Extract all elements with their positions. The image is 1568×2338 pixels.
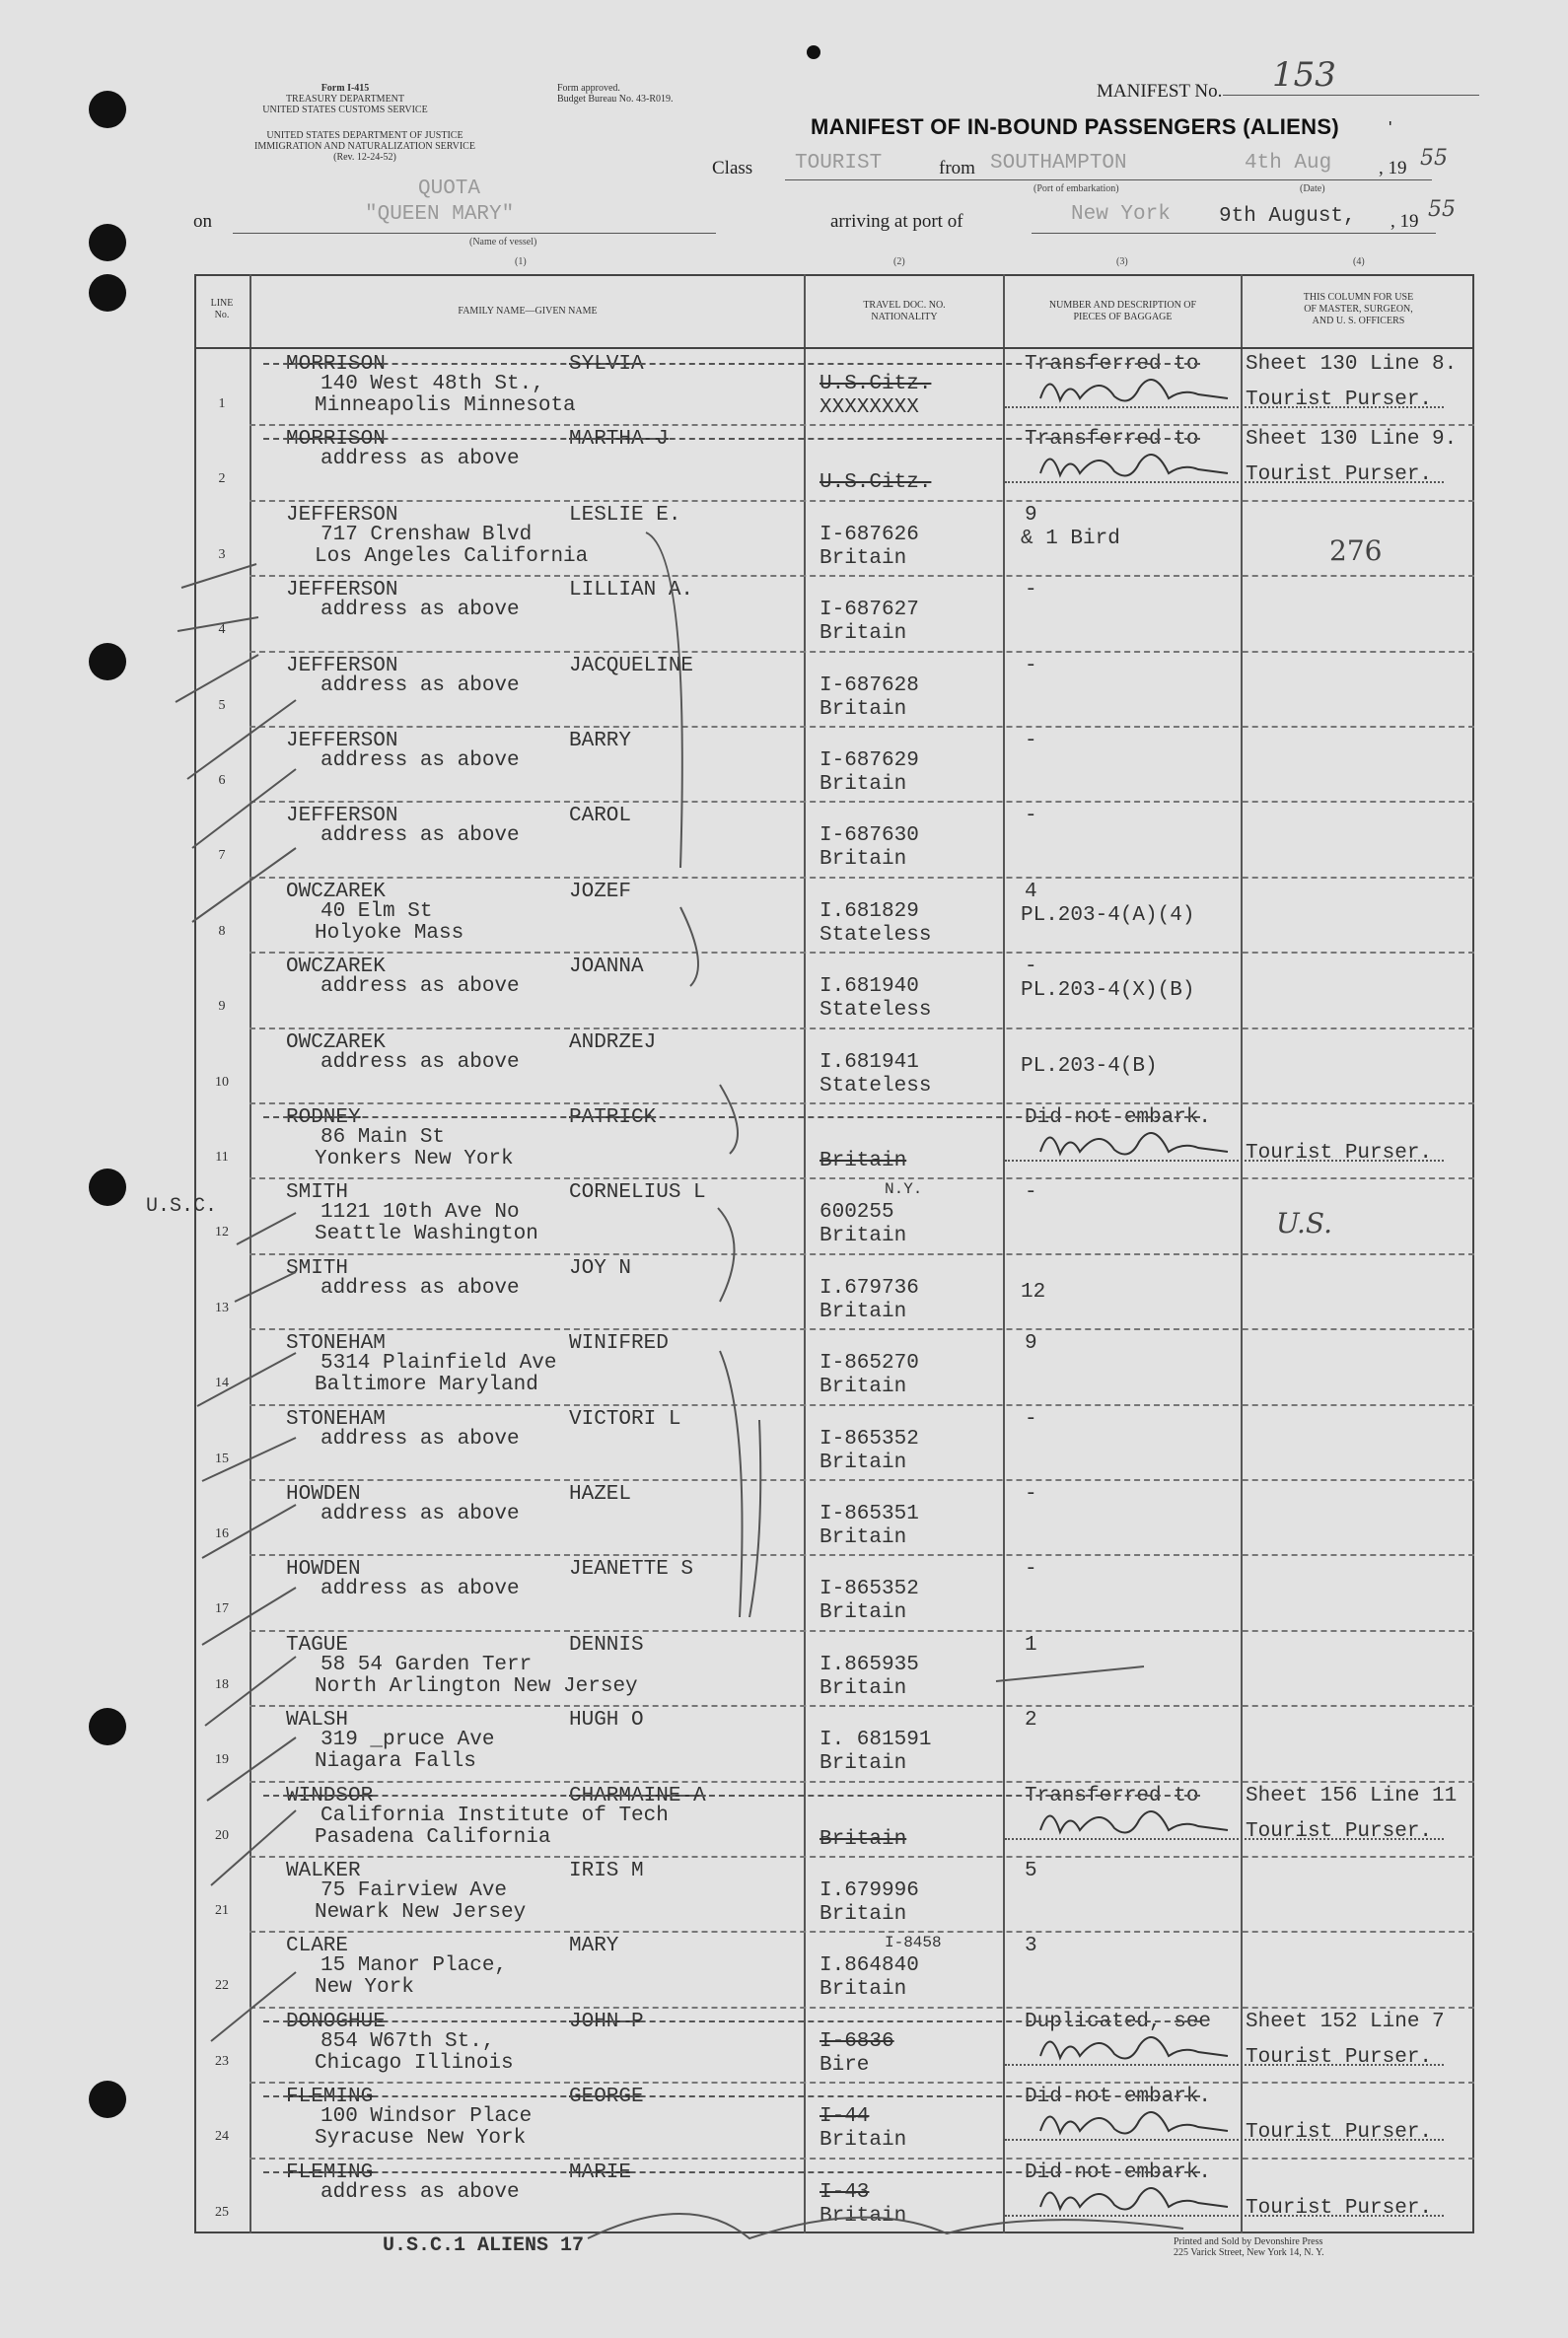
family-name: HOWDEN xyxy=(286,1558,361,1582)
vessel-caption: (Name of vessel) xyxy=(469,237,537,248)
address-line-1: 58 54 Garden Terr xyxy=(321,1653,533,1676)
given-name: BARRY xyxy=(569,730,632,752)
department-2: UNITED STATES DEPARTMENT OF JUSTICE xyxy=(266,130,463,141)
address-line-1: address as above xyxy=(321,824,520,848)
bracket-mark xyxy=(718,1208,735,1302)
travel-doc-number: I-687628 xyxy=(820,673,919,697)
baggage: Transferred to xyxy=(1025,1784,1199,1807)
manifest-number: 153 xyxy=(1272,55,1336,95)
given-name: IRIS M xyxy=(569,1860,644,1882)
line-number: 16 xyxy=(215,1526,229,1541)
check-mark xyxy=(207,1737,296,1801)
baggage: Transferred to xyxy=(1025,353,1199,376)
address-line-1: address as above xyxy=(321,1050,520,1074)
port-embark-caption: (Port of embarkation) xyxy=(1033,183,1119,194)
given-name: JOHN P xyxy=(569,2010,644,2033)
col-head-line-no: LINE No. xyxy=(210,298,234,320)
address-line-1: address as above xyxy=(321,599,520,622)
officer-note-2: Tourist Purser. xyxy=(1246,1819,1433,1843)
address-line-1: California Institute of Tech xyxy=(321,1804,669,1827)
baggage: 5 xyxy=(1025,1860,1037,1882)
given-name: CAROL xyxy=(569,805,632,828)
check-mark xyxy=(192,848,296,922)
travel-doc-number: I.681940 xyxy=(820,975,919,999)
travel-doc-number: 600255 xyxy=(820,1201,894,1225)
address-line-1: 40 Elm St xyxy=(321,899,433,923)
check-mark xyxy=(202,1505,296,1558)
check-mark xyxy=(237,1213,296,1244)
nationality: Britain xyxy=(820,1676,907,1700)
travel-doc-number: I-865270 xyxy=(820,1352,919,1376)
depart-date: 4th Aug xyxy=(1245,152,1332,175)
baggage: - xyxy=(1025,579,1037,602)
family-name: OWCZAREK xyxy=(286,956,386,979)
address-line-2: New York xyxy=(315,1976,414,2000)
nationality: Stateless xyxy=(820,923,932,947)
bracket-mark xyxy=(720,1351,743,1617)
travel-doc-number: I-687626 xyxy=(820,523,919,546)
family-name: JEFFERSON xyxy=(286,805,398,828)
line-number: 3 xyxy=(218,546,226,562)
given-name: JACQUELINE xyxy=(569,654,694,677)
family-name: RODNEY xyxy=(286,1106,361,1129)
check-mark xyxy=(192,769,296,848)
baggage: 1 xyxy=(1025,1633,1037,1657)
nationality: Britain xyxy=(820,1601,907,1625)
address-line-1: address as above xyxy=(321,2180,520,2204)
baggage-detail: PL.203-4(A)(4) xyxy=(1021,903,1195,927)
nationality: Britain xyxy=(820,773,907,796)
address-line-1: 140 West 48th St., xyxy=(321,373,544,395)
given-name: GEORGE xyxy=(569,2086,644,2109)
given-name: LILLIAN A. xyxy=(569,579,694,602)
ownership-mark xyxy=(720,1085,738,1154)
nationality: Britain xyxy=(820,1376,907,1399)
baggage: - xyxy=(1025,1407,1037,1431)
approved-text: Form approved. xyxy=(557,83,620,94)
travel-doc-number: I-865352 xyxy=(820,1578,919,1601)
nationality: Britain xyxy=(820,848,907,872)
bracket-mark xyxy=(646,532,682,868)
check-mark xyxy=(211,1810,296,1885)
address-line-2: Chicago Illinois xyxy=(315,2051,514,2075)
from-label: from xyxy=(939,158,975,178)
line-number: 10 xyxy=(215,1074,229,1090)
address-line-1: 717 Crenshaw Blvd xyxy=(321,523,533,546)
given-name: CORNELIUS L xyxy=(569,1181,706,1205)
col-head-baggage: NUMBER AND DESCRIPTION OF PIECES OF BAGGAGE xyxy=(1048,300,1197,322)
given-name: HAZEL xyxy=(569,1483,632,1506)
department-2-sub: IMMIGRATION AND NATURALIZATION SERVICE xyxy=(254,141,475,152)
nationality: Britain xyxy=(820,2204,907,2228)
given-name: JOANNA xyxy=(569,956,644,979)
line-number: 15 xyxy=(215,1451,229,1466)
line-number: 17 xyxy=(215,1601,229,1617)
baggage-detail: & 1 Bird xyxy=(1021,527,1120,550)
nationality: XXXXXXXX xyxy=(820,396,919,419)
baggage: - xyxy=(1025,956,1037,979)
officer-note-2: Tourist Purser. xyxy=(1246,389,1433,411)
address-line-2: Los Angeles California xyxy=(315,544,589,568)
family-name: JEFFERSON xyxy=(286,579,398,602)
address-line-1: 854 W67th St., xyxy=(321,2029,495,2053)
family-name: STONEHAM xyxy=(286,1332,386,1356)
nationality: Britain xyxy=(820,1150,907,1172)
line-number: 5 xyxy=(218,697,226,713)
baggage: - xyxy=(1025,1558,1037,1582)
given-name: PATRICK xyxy=(569,1106,657,1129)
printer-credit: Printed and Sold by Devonshire Press 225 Varick Street, New York 14, N. Y. xyxy=(1174,2236,1324,2258)
given-name: SYLVIA xyxy=(569,353,644,376)
address-line-1: address as above xyxy=(321,673,520,697)
arrival-date: 9th August, xyxy=(1219,205,1356,228)
arriving-label: arriving at port of xyxy=(830,211,963,232)
baggage: - xyxy=(1025,654,1037,677)
on-label: on xyxy=(193,211,212,232)
address-line-1: 75 Fairview Ave xyxy=(321,1879,508,1902)
travel-doc-number: I-687627 xyxy=(820,599,919,622)
footer-summary: U.S.C.1 ALIENS 17 xyxy=(383,2234,585,2257)
officer-mark-us: U.S. xyxy=(1276,1207,1333,1240)
line-number: 1 xyxy=(218,396,226,411)
baggage: Did not embark. xyxy=(1025,2086,1212,2109)
col-head-travel-doc: TRAVEL DOC. NO. NATIONALITY xyxy=(863,300,946,322)
nationality: Britain xyxy=(820,1978,907,2002)
line-number: 2 xyxy=(218,471,226,487)
baggage: - xyxy=(1025,730,1037,752)
address-line-2: Baltimore Maryland xyxy=(315,1374,538,1397)
address-line-1: address as above xyxy=(321,448,520,471)
address-line-2: Newark New Jersey xyxy=(315,1901,527,1924)
given-name: LESLIE E. xyxy=(569,503,681,527)
family-name: WALSH xyxy=(286,1709,349,1733)
vessel-name: "QUEEN MARY" xyxy=(365,203,515,226)
line-number: 19 xyxy=(215,1752,229,1768)
bracket-mark xyxy=(749,1420,760,1617)
check-mark xyxy=(235,1272,296,1302)
officer-note: Sheet 152 Line 7 xyxy=(1246,2010,1445,2033)
travel-doc-number: I.864840 xyxy=(820,1954,919,1978)
address-line-2: Niagara Falls xyxy=(315,1750,476,1774)
baggage: - xyxy=(1025,805,1037,828)
baggage: 2 xyxy=(1025,1709,1037,1733)
baggage-detail: 12 xyxy=(1021,1280,1046,1304)
col1-index: (1) xyxy=(515,256,527,267)
nationality: Britain xyxy=(820,1827,907,1851)
class-value: TOURIST xyxy=(795,152,883,175)
nationality: Britain xyxy=(820,546,907,570)
baggage-detail: PL.203-4(X)(B) xyxy=(1021,979,1195,1003)
given-name: MARIE xyxy=(569,2161,632,2184)
nationality: Britain xyxy=(820,1300,907,1323)
baggage: Duplicated, see xyxy=(1025,2010,1212,2033)
family-name: CLARE xyxy=(286,1935,349,1958)
line-number: 13 xyxy=(215,1300,229,1315)
travel-doc-number: U.S.Citz. xyxy=(820,373,932,395)
col-head-name: FAMILY NAME—GIVEN NAME xyxy=(458,306,598,317)
family-name: STONEHAM xyxy=(286,1407,386,1431)
baggage: 4 xyxy=(1025,880,1037,903)
travel-doc-number: I-6836 xyxy=(820,2029,894,2053)
baggage: 3 xyxy=(1025,1935,1037,1958)
class-label: Class xyxy=(712,158,753,178)
title-mark: ' xyxy=(1389,118,1392,138)
address-line-1: 100 Windsor Place xyxy=(321,2105,533,2129)
baggage: - xyxy=(1025,1181,1037,1205)
depart-year-prefix: , 19 xyxy=(1379,158,1407,178)
line-number: 11 xyxy=(215,1150,229,1165)
address-line-2: North Arlington New Jersey xyxy=(315,1674,638,1698)
given-name: JOZEF xyxy=(569,880,632,903)
given-name: JEANETTE S xyxy=(569,1558,694,1582)
address-line-1: address as above xyxy=(321,1276,520,1300)
family-name: DONOGHUE xyxy=(286,2010,386,2033)
address-line-1: address as above xyxy=(321,1578,520,1601)
baggage: 9 xyxy=(1025,503,1037,527)
budget-text: Budget Bureau No. 43-R019. xyxy=(557,94,674,105)
family-name: JEFFERSON xyxy=(286,503,398,527)
bottom-signature-scrawl xyxy=(588,2214,1183,2238)
col2-index: (2) xyxy=(893,256,905,267)
line-number: 4 xyxy=(218,622,226,638)
address-line-1: address as above xyxy=(321,1427,520,1451)
nationality: Bire xyxy=(820,2053,870,2077)
address-line-2: Yonkers New York xyxy=(315,1148,514,1170)
given-name: VICTORI L xyxy=(569,1407,681,1431)
col-head-officers: THIS COLUMN FOR USE OF MASTER, SURGEON, AND U. S. OFFICERS xyxy=(1303,292,1414,326)
travel-doc-number: I-687630 xyxy=(820,824,919,848)
given-name: HUGH O xyxy=(569,1709,644,1733)
arrival-year-prefix: , 19 xyxy=(1390,211,1419,232)
address-line-1: address as above xyxy=(321,749,520,772)
address-line-1: 1121 10th Ave No xyxy=(321,1201,520,1225)
address-line-1: address as above xyxy=(321,1503,520,1525)
family-name: MORRISON xyxy=(286,353,386,376)
date-caption: (Date) xyxy=(1300,183,1325,194)
officer-note-2: Tourist Purser. xyxy=(1246,463,1433,487)
arrival-port: New York xyxy=(1071,203,1171,226)
check-mark xyxy=(202,1588,296,1645)
col3-index: (3) xyxy=(1116,256,1128,267)
officer-note-2: Tourist Purser. xyxy=(1246,2196,1433,2220)
given-name: MARTHA J xyxy=(569,428,669,452)
manifest-no-label: MANIFEST No. xyxy=(1097,81,1223,102)
baggage: Did not embark. xyxy=(1025,2161,1212,2184)
given-name: MARY xyxy=(569,1935,619,1958)
nationality: Britain xyxy=(820,1526,907,1549)
family-name: JEFFERSON xyxy=(286,654,398,677)
check-mark xyxy=(181,564,256,588)
baggage: - xyxy=(1025,1483,1037,1506)
address-line-1: 86 Main St xyxy=(321,1126,446,1149)
correction-line xyxy=(996,1666,1144,1681)
line-number: 14 xyxy=(215,1376,229,1391)
travel-doc-number: I.681829 xyxy=(820,899,919,923)
line-number: 7 xyxy=(218,848,226,864)
family-name: OWCZAREK xyxy=(286,1030,386,1054)
nationality: Britain xyxy=(820,622,907,646)
officer-note-2: Tourist Purser. xyxy=(1246,1142,1433,1165)
line-number: 12 xyxy=(215,1225,229,1240)
address-line-1: 5314 Plainfield Ave xyxy=(321,1352,557,1376)
nationality: Britain xyxy=(820,1903,907,1926)
address-line-1: address as above xyxy=(321,975,520,999)
family-name: FLEMING xyxy=(286,2161,374,2184)
doc-note: I-8458 xyxy=(885,1934,942,1952)
family-name: WINDSOR xyxy=(286,1784,374,1807)
depart-year: 55 xyxy=(1420,146,1448,171)
address-line-2: Minneapolis Minnesota xyxy=(315,394,576,417)
given-name: CHARMAINE A xyxy=(569,1784,706,1807)
address-line-2: Syracuse New York xyxy=(315,2127,527,2151)
travel-doc-number: I.681941 xyxy=(820,1050,919,1074)
travel-doc-number: I. 681591 xyxy=(820,1729,932,1752)
check-mark xyxy=(211,1972,296,2041)
officer-number: 276 xyxy=(1329,534,1383,567)
officer-note-2: Tourist Purser. xyxy=(1246,2121,1433,2145)
travel-doc-number: I-687629 xyxy=(820,749,919,772)
officer-note: Sheet 156 Line 11 xyxy=(1246,1784,1458,1807)
baggage: Transferred to xyxy=(1025,428,1199,452)
nationality: Britain xyxy=(820,697,907,721)
check-mark xyxy=(205,1657,296,1726)
line-number: 18 xyxy=(215,1676,229,1692)
check-mark xyxy=(187,697,296,779)
department-sub: UNITED STATES CUSTOMS SERVICE xyxy=(262,105,428,115)
line-number: 6 xyxy=(218,773,226,788)
arrival-year: 55 xyxy=(1428,197,1456,222)
given-name: JOY N xyxy=(569,1256,632,1280)
line-number: 21 xyxy=(215,1903,229,1918)
baggage: Did not embark. xyxy=(1025,1106,1212,1129)
family-name: MORRISON xyxy=(286,428,386,452)
nationality: Britain xyxy=(820,2129,907,2153)
travel-doc-number: I.679736 xyxy=(820,1276,919,1300)
travel-doc-number: I-865352 xyxy=(820,1427,919,1451)
given-name: DENNIS xyxy=(569,1633,644,1657)
nationality: U.S.Citz. xyxy=(820,471,932,495)
manifest-title: MANIFEST OF IN-BOUND PASSENGERS (ALIENS) xyxy=(811,114,1339,139)
officer-note: Sheet 130 Line 8. xyxy=(1246,353,1458,376)
line-number: 23 xyxy=(215,2053,229,2069)
nationality: Stateless xyxy=(820,1074,932,1098)
nationality: Britain xyxy=(820,1225,907,1248)
address-line-2: Seattle Washington xyxy=(315,1223,538,1246)
line-number: 24 xyxy=(215,2129,229,2145)
travel-doc-number: I.865935 xyxy=(820,1653,919,1676)
travel-doc-number: I.679996 xyxy=(820,1879,919,1902)
baggage-detail: PL.203-4(B) xyxy=(1021,1054,1158,1078)
officer-note: Sheet 130 Line 9. xyxy=(1246,428,1458,452)
check-mark xyxy=(176,655,258,702)
family-name: WALKER xyxy=(286,1860,361,1882)
form-number: Form I-415 xyxy=(321,83,370,94)
nationality: Stateless xyxy=(820,999,932,1023)
travel-doc-number: I-43 xyxy=(820,2180,870,2204)
address-line-1: 319 _pruce Ave xyxy=(321,1729,495,1752)
check-mark xyxy=(178,617,258,631)
quota-label: QUOTA xyxy=(418,177,481,200)
bracket-mark xyxy=(680,907,698,986)
travel-doc-number: I-865351 xyxy=(820,1503,919,1525)
given-name: WINIFRED xyxy=(569,1332,669,1356)
line-number: 25 xyxy=(215,2204,229,2220)
family-name: JEFFERSON xyxy=(286,730,398,752)
usc-margin-mark: U.S.C. xyxy=(146,1195,218,1218)
address-line-2: Holyoke Mass xyxy=(315,921,464,945)
address-line-2: Pasadena California xyxy=(315,1825,551,1849)
line-number: 8 xyxy=(218,923,226,939)
family-name: SMITH xyxy=(286,1256,349,1280)
form-revision: (Rev. 12-24-52) xyxy=(333,152,396,163)
from-value: SOUTHAMPTON xyxy=(990,152,1127,175)
baggage: 9 xyxy=(1025,1332,1037,1356)
travel-doc-number: I-44 xyxy=(820,2105,870,2129)
family-name: HOWDEN xyxy=(286,1483,361,1506)
line-number: 22 xyxy=(215,1978,229,1994)
family-name: TAGUE xyxy=(286,1633,349,1657)
nationality: Britain xyxy=(820,1752,907,1776)
family-name: OWCZAREK xyxy=(286,880,386,903)
officer-note-2: Tourist Purser. xyxy=(1246,2045,1433,2069)
check-mark xyxy=(197,1353,296,1406)
given-name: ANDRZEJ xyxy=(569,1030,657,1054)
family-name: FLEMING xyxy=(286,2086,374,2109)
nationality: Britain xyxy=(820,1451,907,1474)
department: TREASURY DEPARTMENT xyxy=(285,94,405,105)
family-name: SMITH xyxy=(286,1181,349,1205)
line-number: 9 xyxy=(218,999,226,1015)
check-mark xyxy=(202,1438,296,1481)
doc-note: N.Y. xyxy=(885,1180,923,1199)
address-line-1: 15 Manor Place, xyxy=(321,1954,508,1978)
col4-index: (4) xyxy=(1353,256,1365,267)
line-number: 20 xyxy=(215,1827,229,1843)
